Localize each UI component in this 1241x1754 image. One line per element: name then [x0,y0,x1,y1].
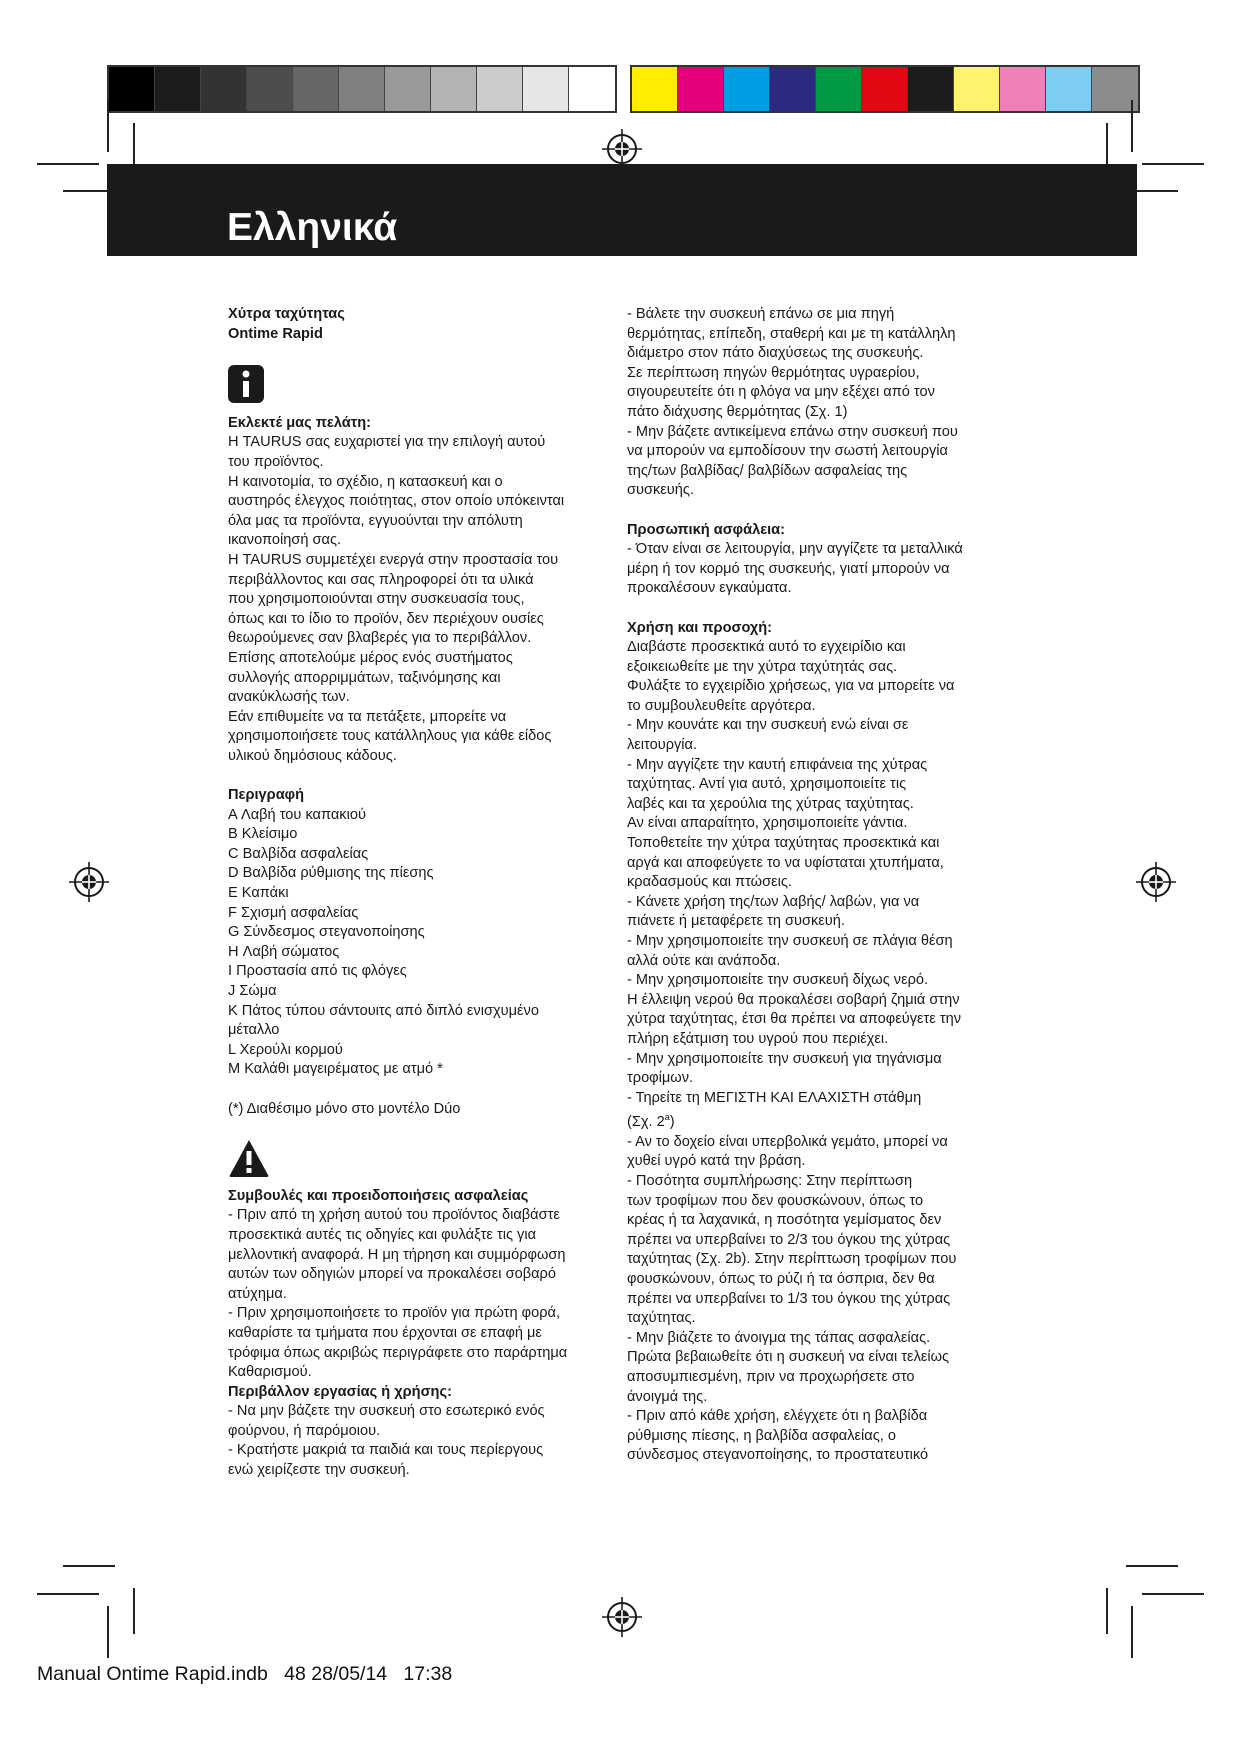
use-care-heading: Χρήση και προσοχή: [627,619,773,636]
page-title: Ελληνικά [227,206,398,249]
safety-text: - Πριν από τη χρήση αυτού του προϊόντος διαβάστε προσεκτικά αυτές τις οδηγίες και φυλάξτε τις για μελλοντική αναφορά. Η μη τήρηση και συμμόρφωση αυτών των οδηγιών μπορεί να προκαλέσει σοβαρό ατύχημα. - Πριν χρησιμοποιήσετε το προϊόν για πρώτη φορά, καθαρίστε τα τμήματα που έρχονται σε επαφή με τρόφιμα όπως ακριβώς περιγράφετε στο παράρτημα Καθαρισμού. [228,1207,568,1381]
personal-safety-text: - Όταν είναι σε λειτουργία, μην αγγίζετε τα μεταλλικά μέρη ή τον κορμό της συσκευής, γιατί μπορούν να προκαλέσουν εγκαύματα. [627,541,963,597]
environment-heading: Περιβάλλον εργασίας ή χρήσης: [228,1383,452,1400]
description-list: A Λαβή του καπακιού B Κλείσιμο C Βαλβίδα ασφαλείας D Βαλβίδα ρύθμισης της πίεσης E Καπάκι F Σχισμή ασφαλείας G Σύνδεσμος στεγανοποίησης H Λαβή σώματος I Προστασία από τις φλόγες J Σώμα K Πάτος τύπου σάντουιτς από διπλό ενισχυμένο μέταλλο L Χερούλι κορμού M Καλάθι μαγειρέματος με ατμό * [228,806,539,1078]
gray-swatch-8 [431,67,477,111]
intro-heading: Εκλεκτέ μας πελάτη: [228,414,372,431]
gray-swatch-10 [523,67,569,111]
use-care-text: Διαβάστε προσεκτικά αυτό το εγχειρίδιο και εξοικειωθείτε με την χύτρα ταχύτητάς σας. Φυλάξτε το εγχειρίδιο χρήσεως, για να μπορείτε να το συμβουλευθείτε αργότερα. - Μην κουνάτε και την συσκευή ενώ είναι σε λειτουργία. - Μην αγγίζετε την καυτή επιφάνεια της χύτρας ταχύτητας. Αντί για αυτό, χρησιμοποιείτε τις λαβές και τα χερούλια της χύτρας ταχύτητας. Αν είναι απαραίτητο, χρησιμοποιείτε γάντια. Τοποθετείτε την χύτρα ταχύτητας προσεκτικά και αργά και αποφεύγετε το να υφίσταται χτυπήματα, κραδασμούς και πτώσεις. - Κάνετε χρήση της/των λαβής/ λαβών, για να πιάνετε ή μεταφέρετε τη συσκευή. - Μην χρησιμοποιείτε την συσκευή σε πλάγια θέση αλλά ούτε και ανάποδα. - Μην χρησιμοποιείτε την συσκευή δίχως νερό. Η έλλειψη νερού θα προκαλέσει σοβαρή ζημιά στην χύτρα ταχύτητας, έτσι θα πρέπει να αποφεύγετε την πλήρη εξάτμιση του υγρού που περιέχει. - Μην χρησιμοποιείτε την συσκευή για τηγάνισμα τροφίμων. - Τηρείτε τη ΜΕΓΙΣΤΗ ΚΑΙ ΕΛΑΧΙΣΤΗ στάθμη [627,639,962,1106]
color-swatch-4 [770,67,816,111]
color-swatch-5 [816,67,862,111]
color-swatch-6 [862,67,908,111]
personal-safety-heading: Προσωπική ασφάλεια: [627,521,786,538]
color-swatch-2 [678,67,724,111]
color-swatch-7 [908,67,954,111]
color-swatch-1 [632,67,678,111]
registration-mark-icon [602,129,642,169]
gray-swatch-7 [385,67,431,111]
grayscale-color-bar [107,65,617,113]
gray-swatch-2 [155,67,201,111]
left-column [228,305,618,1481]
right-column [627,305,1017,1466]
environment-text: - Να μην βάζετε την συσκευή στο εσωτερικό ενός φούρνου, ή παρόμοιου. - Κρατήστε μακριά τα παιδιά και τους περίεργους ενώ χειρίζεστε την συσκευή. [228,1403,545,1479]
description-note: (*) Διαθέσιμο μόνο στο μοντέλο Dúo [228,1100,461,1117]
warning-icon [228,1138,270,1178]
print-slug: Manual Ontime Rapid.indb 48 28/05/14 17:38 [37,1663,453,1685]
registration-mark-icon [602,1597,642,1637]
color-swatch-9 [1000,67,1046,111]
registration-mark-icon [69,862,109,902]
color-swatch-8 [954,67,1000,111]
product-title: Χύτρα ταχύτητας Ontime Rapid [228,306,345,342]
gray-swatch-4 [247,67,293,111]
color-swatch-3 [724,67,770,111]
use-care-figure-ref: (Σχ. 2$^a$) [627,1112,675,1131]
registration-mark-icon [1136,862,1176,902]
gray-swatch-9 [477,67,523,111]
gray-swatch-1 [109,67,155,111]
description-heading: Περιγραφή [228,787,305,804]
info-icon [228,365,264,403]
color-swatch-10 [1046,67,1092,111]
use-care-text-continued: - Αν το δοχείο είναι υπερβολικά γεμάτο, μπορεί να χυθεί υγρό κατά την βράση. - Ποσότητα συμπλήρωσης: Στην περίπτωση των τροφίμων που δεν φουσκώνουν, όπως το κρέας ή τα λαχανικά, η ποσότητα γεμίσματος δεν πρέπει να υπερβαίνει το 2/3 του όγκου της χύτρας ταχύτητας (Σχ. 2b). Στην περίπτωση τροφίμων που φουσκώνουν, όπως το ρύζι ή τα όσπρια, δεν θα πρέπει να υπερβαίνει το 1/3 του όγκου της χύτρας ταχύτητας. - Μην βιάζετε το άνοιγμα της τάπας ασφαλείας. Πρώτα βεβαιωθείτε ότι η συσκευή να είναι τελείως αποσυμπιεσμένη, πριν να προχωρήσετε στο άνοιγμά της. - Πριν από κάθε χρήση, ελέγχετε ότι η βαλβίδα ρύθμισης πίεσης, η βαλβίδα ασφαλείας, ο σύνδεσμος στεγανοποίησης, το προστατευτικό [627,1133,957,1464]
gray-swatch-3 [201,67,247,111]
gray-swatch-5 [293,67,339,111]
safety-heading: Συμβουλές και προειδοποιήσεις ασφαλείας [228,1187,529,1204]
intro-text: Η TAURUS σας ευχαριστεί για την επιλογή αυτού του προϊόντος. Η καινοτομία, το σχέδιο, η κατασκευή και ο αυστηρός έλεγχος ποιότητας, στον οποίο υπόκεινται όλα μας τα προϊόντα, εγγυούνται την απόλυτη ικανοποίησή σας. Η TAURUS συμμετέχει ενεργά στην προστασία του περιβάλλοντος και σας πληροφορεί ότι τα υλικά που χρησιμοποιούνται στην συσκευασία τους, όπως και το ίδιο το προϊόν, δεν περιέχουν ουσίες θεωρούμενες σαν βλαβερές για το περιβάλλον. Επίσης αποτελούμε μέρος ενός συστήματος συλλογής απορριμμάτων, ταξινόμησης και ανακύκλωσής των. Εάν επιθυμείτε να τα πετάξετε, μπορείτε να χρησιμοποιήσετε τους κατάλληλους για κάθε είδος υλικού δημόσιους κάδους. [228,434,565,764]
process-color-bar [630,65,1140,113]
gray-swatch-6 [339,67,385,111]
gray-swatch-11 [569,67,615,111]
environment-continued-text: - Βάλετε την συσκευή επάνω σε μια πηγή θερμότητας, επίπεδη, σταθερή και με τη κατάλληλη διάμετρο στον πάτο διαχύσεως της συσκευής. Σε περίπτωση πηγών θερμότητας υγραερίου, σιγουρευτείτε ότι η φλόγα να μην εξέχει από τον πάτο διάχυσης θερμότητας (Σχ. 1) - Μην βάζετε αντικείμενα επάνω στην συσκευή που να μπορούν να εμποδίσουν την σωστή λειτουργία της/των βαλβίδας/ βαλβίδων ασφαλείας της συσκευής. [627,306,958,499]
